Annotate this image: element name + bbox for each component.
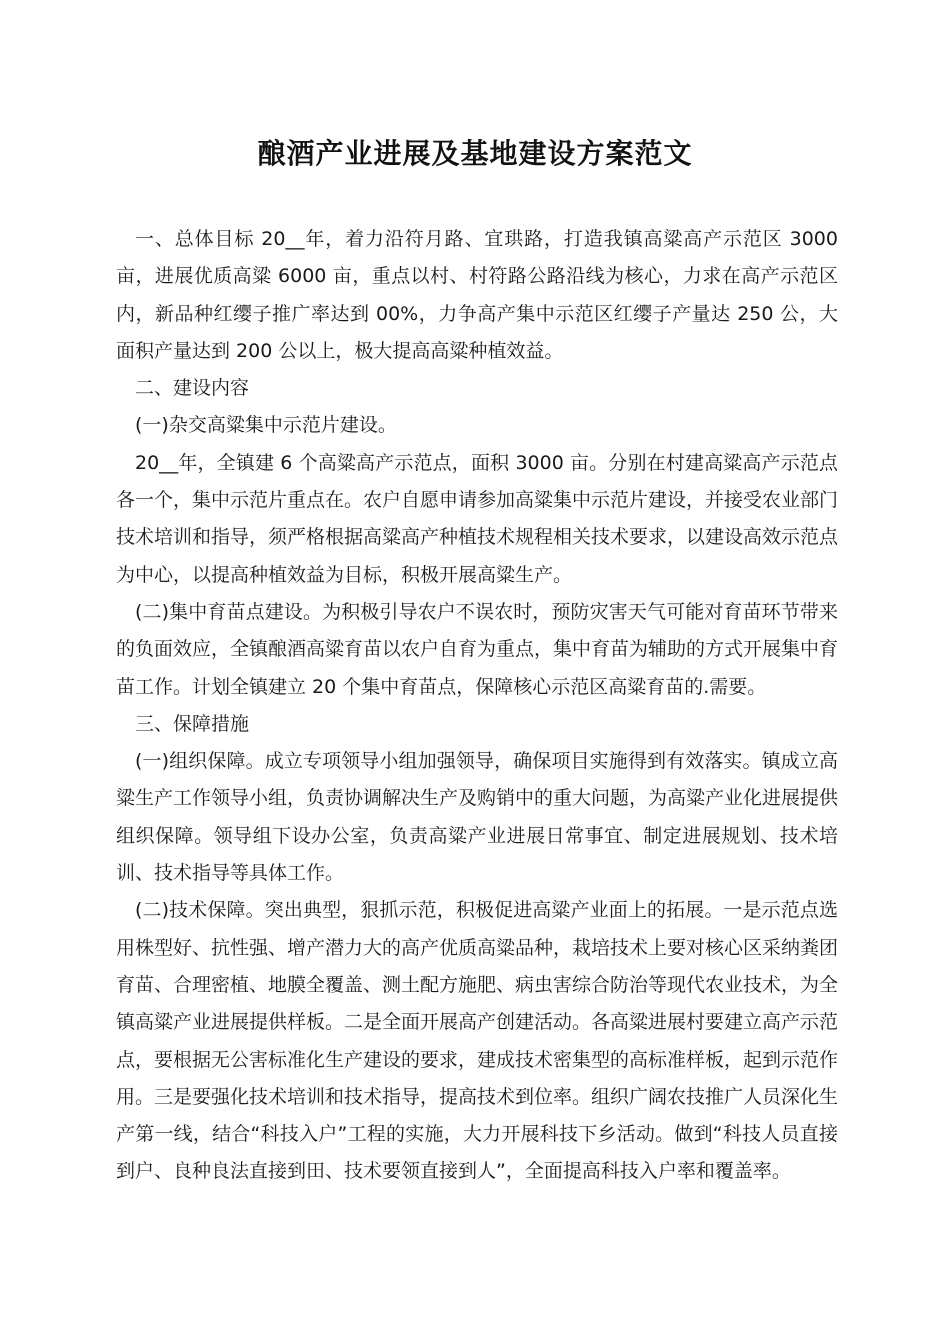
paragraph-organization: (一)组织保障。成立专项领导小组加强领导，确保项目实施得到有效落实。镇成立高粱生产工作领导小组，负责协调解决生产及购销中的重大问题，为高粱产业化进展提供组织保障。领导组下设办公室，负责高粱产业进展日常事宜、制定进展规划、技术培训、技术指导等具体工作。 <box>116 750 839 885</box>
document-title: 酿酒产业进展及基地建设方案范文 <box>257 137 693 170</box>
paragraph-technology: (二)技术保障。突出典型，狠抓示范，积极促进高粱产业面上的拓展。一是示范点选用株型好、抗性强、增产潜力大的高产优质高粱品种，栽培技术上要对核心区采纳粪团育苗、合理密植、地膜全覆盖、测土配方施肥、病虫害综合防治等现代农业技术，为全镇高粱产业进展提供样板。二是全面开展高产创建活动。各高粱进展村要建立高产示范点，要根据无公害标准化生产建设的要求，建成技术密集型的高标准样板，起到示范作用。三是要强化技术培训和技术指导，提高技术到位率。组织广阔农技推广人员深化生产第一线，结合“科技入户”工程的实施，大力开展科技下乡活动。做到“科技人员直接到户、良种良法直接到田、技术要领直接到人”，全面提高科技入户率和覆盖率。 <box>116 899 839 1183</box>
paragraph-demo-area: 20__年，全镇建 6 个高粱高产示范点，面积 3000 亩。分别在村建高粱高产示范点各一个，集中示范片重点在。农户自愿申请参加高粱集中示范片建设，并接受农业部门技术培训和指导，须严格根据高粱高产种植技术规程相关技术要求，以建设高效示范点为中心，以提高种植效益为目标，积极开展高粱生产。 <box>116 451 839 586</box>
heading-safeguards: 三、保障措施 <box>135 712 250 735</box>
paragraph-overall-goal: 一、总体目标 20__年，着力沿符月路、宜珙路，打造我镇高粱高产示范区 3000 亩，进展优质高粱 6000 亩，重点以村、村符路公路沿线为核心，力求在高产示范区内，新品种红缨子推广率达到 00%，力争高产集中示范区红缨子产量达 250 公，大面积产量达到 200 公以上，极大提高高粱种植效益。 <box>116 228 838 362</box>
document-body <box>116 221 838 1191</box>
heading-construction-content: 二、建设内容 <box>135 377 250 400</box>
subheading-demo-area: (一)杂交高粱集中示范片建设。 <box>135 414 397 437</box>
paragraph-seedling-points: (二)集中育苗点建设。为积极引导农户不误农时，预防灾害天气可能对育苗环节带来的负面效应，全镇酿酒高粱育苗以农户自育为重点，集中育苗为辅助的方式开展集中育苗工作。计划全镇建立 20 个集中育苗点，保障核心示范区高粱育苗的.需要。 <box>116 600 839 698</box>
